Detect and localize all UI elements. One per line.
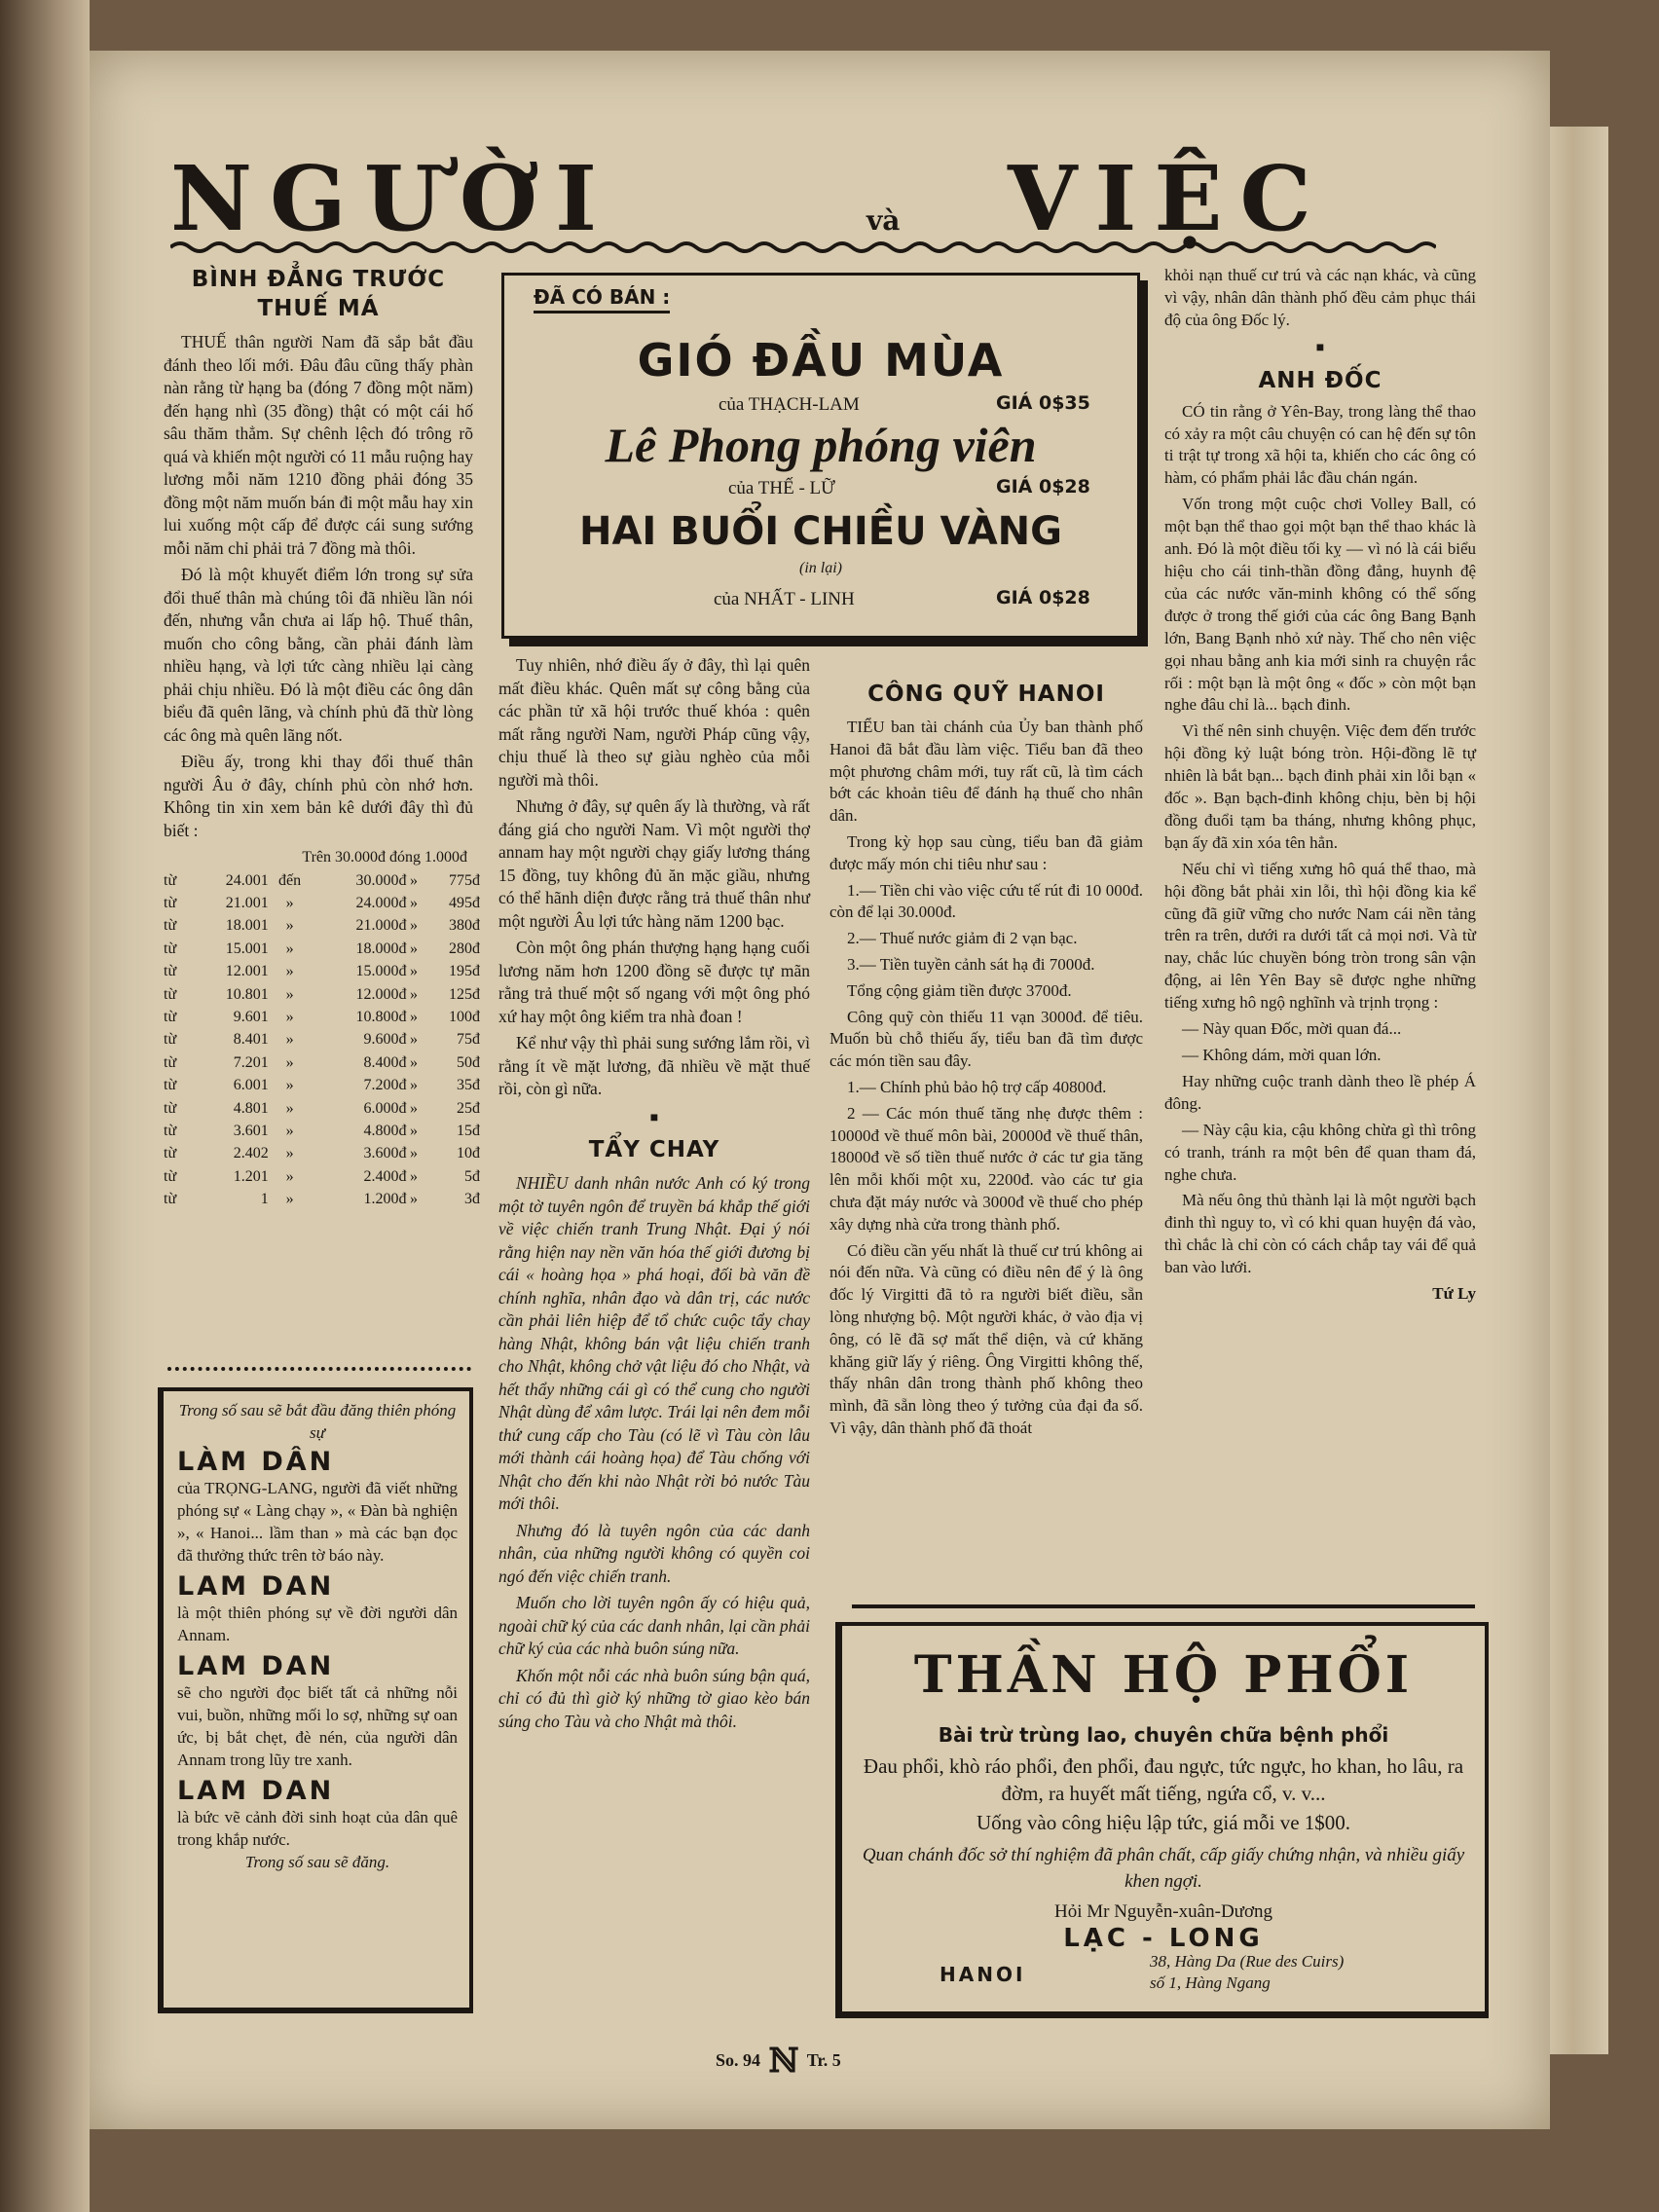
books-ad	[501, 273, 1140, 639]
tax-table-cell: 125đ	[449, 985, 480, 1003]
tax-table-cell: 15.001	[225, 940, 269, 957]
paragraph: NHIỀU danh nhân nước Anh có ký trong một tờ tuyên ngôn để truyền bá khắp thế giới về việc chiến tranh Trung Nhật. Đại ý nói rằng hiện nay nền văn hóa thế giới đương bị cái « hoàng họa » phá hoại, đối bà văn đề chính nghĩa, nhân đạo và dân trị, các nước cần phải liên hiệp để tổ chức cuộc tẩy chay hàng Nhật, không bán vật liệu chiến tranh cho Nhật, không chở vật liệu đó cho Nhật, và hết thẩy những cái gì có thể cung cho người Nhật dùng để xâm lược. Trái lại nên đem mỗi thứ cung cấp cho Tàu (có lẽ vì Tàu còn lâu mới thành cái hoàng họa) để Tàu chống với Nhật cho đến khi nào Nhật rời bỏ nước Tàu mới thôi.	[498, 1173, 810, 1513]
tax-table-cell: từ	[164, 1077, 177, 1094]
tax-table-cell: từ	[164, 1031, 177, 1049]
tax-table-cell: 280đ	[449, 940, 480, 957]
tax-table-cell: 2.402	[233, 1145, 269, 1162]
tax-table-cell: 35đ	[457, 1077, 480, 1094]
lam-dan-text: là bức vẽ cảnh đời sinh hoạt của dân quê trong khắp nước.	[177, 1808, 458, 1849]
tax-table	[164, 869, 480, 1211]
tax-table-row	[164, 1120, 480, 1142]
signature: Tứ Ly	[1432, 1284, 1476, 1304]
book-spine	[0, 0, 90, 2212]
article-binh-dang	[164, 265, 480, 1211]
tax-table-cell: 12.001	[225, 963, 269, 980]
tax-table-row	[164, 938, 480, 960]
tax-table-cell: 1	[260, 1191, 269, 1208]
ad-top-rule	[852, 1604, 1475, 1608]
tax-table-cell: 3.600đ	[363, 1145, 407, 1162]
tax-table-cell: 4.801	[233, 1099, 269, 1117]
pharma-address	[1150, 1951, 1344, 1994]
tax-table-cell: từ	[164, 917, 177, 935]
tax-table-row	[164, 892, 480, 914]
tax-table-cell: từ	[164, 1145, 177, 1162]
page-edges	[1550, 127, 1608, 2054]
tax-table-cell: 2.400đ	[363, 1167, 407, 1185]
tax-table-cell: »	[285, 917, 294, 935]
tax-table-cell: »	[410, 1031, 419, 1049]
tax-table-cell: »	[410, 917, 419, 935]
tax-table-cell: 7.201	[233, 1053, 269, 1071]
paragraph: Nhưng ở đây, sự quên ấy là thường, và rất đáng giá cho người Nam. Vì một người thợ annam hay một người chạy giấy lương tháng 15 đồng, tuy không đủ ăn mặc giầu, nhưng có thể hãnh diện được rằng trả thuế thân như một người Âu lợi tức hàng năm 1200 bạc.	[498, 796, 810, 931]
tax-table-cell: »	[285, 1122, 294, 1139]
pharma-ad	[835, 1622, 1489, 2018]
tax-table-cell: 15đ	[457, 1122, 480, 1139]
tax-table-cell: 1.201	[233, 1167, 269, 1185]
tax-table-cell: 10.800đ	[355, 1008, 407, 1025]
issue-number: So. 94	[716, 2050, 761, 2070]
book1-author: THẠCH-LAM	[748, 394, 860, 415]
tax-table-cell: »	[285, 963, 294, 980]
tax-table-cell: từ	[164, 1099, 177, 1117]
separator-dot: ■	[1315, 340, 1325, 355]
book1-title: GIÓ ĐẦU MÙA	[637, 334, 1005, 387]
paragraph: khỏi nạn thuế cư trú và các nạn khác, và cũng vì vậy, nhân dân thành phố đều cảm phục thái độ của ông Đốc lý.	[1164, 266, 1476, 329]
tax-table-cell: 8.400đ	[363, 1053, 407, 1071]
author-prefix: của	[719, 394, 745, 415]
tax-table-cell: 9.600đ	[363, 1031, 407, 1049]
tax-table-row	[164, 1188, 480, 1210]
lam-dan-text: là một thiên phóng sự về đời người dân Annam.	[177, 1604, 458, 1644]
tax-table-cell: 5đ	[464, 1167, 480, 1185]
tax-table-cell: từ	[164, 940, 177, 957]
book2-author-line	[728, 478, 835, 499]
book2-author: THẾ - LỮ	[757, 478, 835, 498]
tax-table-cell: 15.000đ	[355, 963, 407, 980]
heading-binh-dang-1: BÌNH ĐẲNG TRƯỚC	[191, 267, 446, 292]
separator-dot: ■	[649, 1110, 659, 1125]
tax-table-cell: »	[410, 1099, 419, 1117]
paragraph: Trong kỳ họp sau cùng, tiểu ban đã giảm được mấy món chi tiêu như sau :	[830, 831, 1143, 873]
book3-title: HAI BUỔI CHIỀU VÀNG	[579, 509, 1062, 554]
list-item: 1.— Tiền chi vào việc cứu tế rút đi 10 000đ. còn để lại 30.000đ.	[830, 880, 1143, 922]
dialog-line: — Này cậu kia, cậu không chừa gì thì trông có tranh, tránh ra một bên để quan tham đá, nghe chưa.	[1164, 1120, 1476, 1184]
tax-table-cell: »	[410, 1191, 419, 1208]
tax-table-cell: 24.001	[225, 871, 269, 889]
tax-table-cell: từ	[164, 1191, 177, 1208]
tax-table-cell: 21.000đ	[355, 917, 407, 935]
tax-table-cell: 9.601	[233, 1008, 269, 1025]
tax-table-cell: 3.601	[233, 1122, 269, 1139]
tax-table-header: Trên 30.000đ đóng 1.000đ	[302, 849, 467, 866]
tax-table-cell: 75đ	[457, 1031, 480, 1049]
tax-table-cell: 10đ	[457, 1145, 480, 1162]
divider	[167, 1367, 471, 1371]
heading-binh-dang-2: THUẾ MÁ	[257, 296, 380, 321]
paragraph: Kể như vậy thì phải sung sướng lắm rồi, vì rằng ít về mặt lương, đã nhiều về mặt thuế rồi, còn gì nữa.	[498, 1033, 810, 1098]
tax-table-cell: »	[410, 963, 419, 980]
lam-dan-text: sẽ cho người đọc biết tất cả những nỗi vui, buồn, những mối lo sợ, những sự oan ức, bị bắt chẹt, đè nén, của người dân Annam trong lũy tre xanh.	[177, 1683, 458, 1769]
list-item: 1.— Chính phủ bảo hộ trợ cấp 40800đ.	[847, 1077, 1107, 1096]
tax-table-cell: »	[285, 1191, 294, 1208]
article-tay-chay	[498, 1172, 810, 1733]
tax-table-cell: »	[410, 1077, 419, 1094]
list-item: 2.— Thuế nước giảm đi 2 vạn bạc.	[847, 929, 1078, 948]
tax-table-row	[164, 914, 480, 937]
book3-price: GIÁ 0$28	[996, 587, 1090, 608]
paragraph: Công quỹ còn thiếu 11 vạn 3000đ. để tiêu. Muốn bù chỗ thiếu ấy, tiểu ban đã tìm được các món tiền sau đây.	[830, 1007, 1143, 1071]
lam-dan-content	[177, 1399, 458, 1873]
pharma-certification: Quan chánh đốc sở thí nghiệm đã phân chất, cấp giấy chứng nhận, và nhiều giấy khen ngợi.	[862, 1845, 1465, 1892]
tax-table-cell: từ	[164, 1008, 177, 1025]
pharma-subtitle: Bài trừ trùng lao, chuyên chữa bệnh phổi	[938, 1723, 1389, 1747]
lam-dan-outro: Trong số sau sẽ đăng.	[244, 1853, 390, 1871]
masthead	[170, 146, 1436, 253]
paragraph: Hay những cuộc tranh dành theo lề phép Á đông.	[1164, 1071, 1476, 1113]
book3-note: (in lại)	[799, 560, 842, 576]
pharma-city: HANOI	[940, 1963, 1026, 1986]
page-number: Tr. 5	[806, 2050, 841, 2070]
tax-table-row	[164, 1142, 480, 1164]
tax-table-cell: »	[410, 1008, 419, 1025]
tax-table-cell: 24.000đ	[355, 894, 407, 911]
article-anh-doc	[1164, 265, 1476, 1306]
paragraph: Có điều cần yếu nhất là thuế cư trú không ai nói đến nữa. Và cũng có điều nên để ý là ông đốc lý Virgitti đã tỏ ra người biết điều, sẵn lòng nhượng bộ. Một người khác, ở vào địa vị ông, có lẽ đã sợ mất thể diện, và cứ khăng khăng giữ lấy ý riêng. Ông Virgitti không thế, thấy nhân dân trong thành phố không theo mình, đã sẵn lòng theo ý tưởng của đại đa số. Vì vậy, dân thành phố đã thoát	[830, 1240, 1143, 1437]
tax-table-cell: 18.001	[225, 917, 269, 935]
tax-table-cell: đến	[278, 871, 302, 889]
page-footer	[716, 2042, 841, 2081]
book1-author-line	[719, 394, 860, 416]
pharma-title: THẦN HỘ PHỔI	[913, 1645, 1414, 1705]
pharma-brand: LẠC - LONG	[1063, 1924, 1264, 1953]
address-line-1: 38, Hàng Da (Rue des Cuirs)	[1150, 1952, 1345, 1971]
tax-table-cell: từ	[164, 1167, 177, 1185]
paragraph: Vì thế nên sinh chuyện. Việc đem đến trước hội đồng kỷ luật bóng tròn. Hội-đồng lẽ tự nhiên là bắt bạn... bạch đinh phải xin lỗi bạn « đốc ». Bạn bạch-đinh không chịu, bèn bị hội đồng đuổi tạm ba tháng, nhưng không phục, bạn ấy đã xin xóa tên hẳn.	[1164, 721, 1476, 852]
tax-table-cell: 100đ	[449, 1008, 480, 1025]
tax-table-cell: »	[410, 1167, 419, 1185]
masthead-word-viec: VIỆC	[1008, 146, 1329, 251]
tax-table-cell: 4.800đ	[363, 1122, 407, 1139]
tax-table-cell: »	[285, 1167, 294, 1185]
list-item: 2 — Các món thuế tăng nhẹ được thêm : 10000đ về thuế môn bài, 20000đ về thuế thân, 18000đ về số tiền thuế nước ở các tư gia tăng lên mỗi khối một xu, 2200đ. vào các tư gia chưa đặt máy nước và 3000đ về thuế cho phép xây dựng nhà cửa trong thành phố.	[830, 1103, 1143, 1234]
tax-table-row	[164, 1074, 480, 1096]
author-prefix: của	[714, 589, 740, 609]
tax-table-cell: từ	[164, 894, 177, 911]
lam-dan-title: LAM DAN	[177, 1651, 335, 1681]
tax-table-row	[164, 1051, 480, 1074]
tax-table-cell: 7.200đ	[363, 1077, 407, 1094]
tax-table-cell: »	[285, 1145, 294, 1162]
article-binh-dang-continued	[498, 654, 810, 1737]
tax-table-cell: »	[410, 1145, 419, 1162]
list-item: 3.— Tiền tuyền cảnh sát hạ đi 7000đ.	[847, 954, 1095, 974]
tax-table-row	[164, 1165, 480, 1188]
tax-table-cell: 3đ	[464, 1191, 480, 1208]
tax-table-cell: »	[285, 1099, 294, 1117]
tax-table-cell: 195đ	[449, 963, 480, 980]
tax-table-cell: »	[285, 894, 294, 911]
paragraph: Đó là một khuyết điểm lớn trong sự sửa đổi thuế thân mà chúng tôi đã nhiều lần nói đến, nhưng vẫn chưa ai lấp hộ. Thuế thân, muốn cho công bằng, cần phải đánh làm nhiều hạng, và lợi tức càng nhiều lại càng phải chịu nhiều. Đó là một điều các ông dân biểu đã quên lãng, và chính phủ đã thừ lòng các ông mà quên lãng nốt.	[164, 565, 473, 745]
tax-table-cell: »	[285, 940, 294, 957]
tax-table-cell: 6.000đ	[363, 1099, 407, 1117]
tax-table-cell: »	[410, 894, 419, 911]
tax-table-row	[164, 1006, 480, 1028]
tax-table-cell: 1.200đ	[363, 1191, 407, 1208]
pharma-symptoms: Đau phổi, khò ráo phổi, đen phổi, đau ngực, tức ngực, ho khan, ho lâu, ra đờm, ra huyết mất tiếng, ngứa cổ, v. v...	[863, 1754, 1464, 1805]
total-line: Tổng cộng giảm tiền được 3700đ.	[847, 980, 1072, 1000]
author-prefix: của	[728, 478, 755, 498]
paragraph: Mà nếu ông thủ thành lại là một người bạch đinh thì nguy to, vì có khi quan huyện đá vào, thì chắc là chỉ còn có cách chắp tay vái để quả ban vào lưới.	[1164, 1191, 1476, 1277]
paragraph: Nếu chỉ vì tiếng xưng hô quá thể thao, mà hội đồng bắt phải xin lỗi, thì hội đồng kia kể cũng đã giữ vững cho nước Nam cái nền tảng trên ra trên, dưới ra dưới tất cả mọi nơi. Và từ nay, chắc lúc chuyền bóng tròn trong sân vận động, ai lên Yên Bay sẽ được nghe những tiếng xưng hô ngộ nghĩnh và trịnh trọng :	[1164, 859, 1476, 1013]
tax-table-cell: »	[410, 871, 419, 889]
tax-table-cell: 10.801	[225, 985, 269, 1003]
masthead-word-va: và	[866, 204, 901, 237]
tax-table-row	[164, 1028, 480, 1051]
lam-dan-title: LAM DAN	[177, 1571, 335, 1602]
tax-table-cell: »	[285, 1053, 294, 1071]
paragraph: TIỂU ban tài chánh của Ủy ban thành phố Hanoi đã bắt đầu làm việc. Tiểu ban đã theo một phương châm mới, tuy rất cũ, là tìm cách bớt các khoản tiêu để đánh hạ thuế cho nhân dân.	[830, 718, 1143, 826]
book1-price: GIÁ 0$35	[996, 392, 1090, 414]
tax-table-cell: 775đ	[449, 871, 480, 889]
tax-table-cell: từ	[164, 1122, 177, 1139]
dialog-line: — Này quan Đốc, mời quan đá...	[1182, 1019, 1402, 1039]
tax-table-row	[164, 869, 480, 892]
tax-table-row	[164, 960, 480, 982]
heading-cong-quy: CÔNG QUỸ HANOI	[867, 682, 1105, 707]
book3-author-line	[714, 589, 855, 610]
tax-table-cell: 50đ	[457, 1053, 480, 1071]
paragraph: Còn một ông phán thượng hạng hạng cuối lương năm hơn 1200 đồng sẽ được tự mãn rằng trả thuế một số ngang với một ông phó xứ hay một ông kiểm tra nhà đoan !	[498, 938, 810, 1026]
tax-table-cell: »	[410, 1122, 419, 1139]
tax-table-cell: từ	[164, 871, 177, 889]
tax-table-cell: »	[285, 1008, 294, 1025]
tax-table-cell: 21.001	[225, 894, 269, 911]
tax-table-cell: 12.000đ	[355, 985, 407, 1003]
books-ad-label: ĐÃ CÓ BÁN :	[534, 285, 670, 313]
tax-table-cell: »	[285, 985, 294, 1003]
tax-table-cell: 6.001	[233, 1077, 269, 1094]
lam-dan-text: của TRỌNG-LANG, người đã viết những phóng sự « Làng chạy », « Đàn bà nghiện », « Hanoi... lầm than » mà các bạn đọc đã thưởng thức trên tờ báo này.	[177, 1479, 458, 1565]
heading-anh-doc: ANH ĐỐC	[1258, 367, 1382, 393]
pharma-price: Uống vào công hiệu lập tức, giá mỗi ve 1$00.	[976, 1811, 1351, 1834]
tax-table-cell: từ	[164, 1053, 177, 1071]
heading-tay-chay: TẨY CHAY	[588, 1137, 720, 1162]
tax-table-row	[164, 983, 480, 1006]
address-line-2: số 1, Hàng Ngang	[1150, 1973, 1271, 1992]
paragraph: CÓ tin rằng ở Yên-Bay, trong làng thể thao có xảy ra một câu chuyện có can hệ đến sự tôn ti trật tự trong xã hội ta, khiến cho các ông có hàm, có phẩm phải lắc đầu chán ngán.	[1164, 401, 1476, 488]
tax-table-cell: »	[410, 940, 419, 957]
paragraph: Nhưng đó là tuyên ngôn của các danh nhân, của những người không có quyền coi ngó đến việc chiến tranh.	[498, 1520, 810, 1586]
lam-dan-title: LÀM DÂN	[177, 1447, 335, 1477]
tax-table-cell: 8.401	[233, 1031, 269, 1049]
tax-table-cell: 25đ	[457, 1099, 480, 1117]
article-cong-quy-hanoi	[830, 680, 1143, 1444]
paragraph: THUẾ thân người Nam đã sắp bắt đầu đánh theo lối mới. Đâu đâu cũng thấy phàn nàn rằng từ hạng ba (đóng 7 đồng một năm) đến hạng nhì (35 đồng) thật có một cái hố sâu thăm thẳm. Sự chênh lệch đó trông rõ quá và khiến một người có 11 mẫu ruộng hay lương mỗi năm 1210 đồng phải đóng 35 đồng một năm muốn bán đi một mẫu hay xin lui xuống một cấp để được cái sung sướng mỗi năm chỉ phải trả 7 đồng mà thôi.	[164, 332, 473, 558]
tax-table-cell: »	[285, 1077, 294, 1094]
paragraph: Điều ấy, trong khi thay đổi thuế thân người Âu ở đây, chính phủ còn nhớ hơn. Không tin xin xem bản kê dưới đây thì đủ biết :	[164, 752, 473, 840]
book2-price: GIÁ 0$28	[996, 476, 1090, 498]
tax-table-cell: từ	[164, 985, 177, 1003]
paragraph: Tuy nhiên, nhớ điều ấy ở đây, thì lại quên mất điều khác. Quên mất sự công bằng của các phần tử xã hội trước thuế khóa : quên mất rằng người Nam, người Pháp cũng vậy, chịu thuế là theo sự giàu nghèo của mỗi người mà thôi.	[498, 655, 810, 790]
ngay-nay-logo-icon: ℕ	[768, 2042, 799, 2081]
paragraph: Vốn trong một cuộc chơi Volley Ball, có một bạn thể thao gọi một bạn thể thao khác là anh. Đó là một điều tối kỵ — vì nó là cái biểu hiệu cho cái tinh-thần đồng đẳng, huynh đệ của các nước văn-minh không có thể sống được ở trong thế giới của các ông Bang Bạnh lớn, Bang Bạnh nhỏ xứ này. Thế cho nên việc gọi nhau bằng anh kia mới sinh ra chuyện rắc rối : một bạn là một ông « đốc » còn một bạn nghe đâu chỉ là... bạch đinh.	[1164, 495, 1476, 715]
dialog-line: — Không dám, mời quan lớn.	[1182, 1046, 1382, 1064]
lam-dan-title: LAM DAN	[177, 1776, 335, 1806]
tax-table-cell: 18.000đ	[355, 940, 407, 957]
book3-author: NHẤT - LINH	[744, 589, 855, 609]
tax-table-cell: từ	[164, 963, 177, 980]
book2-title: Lê Phong phóng viên	[605, 418, 1037, 472]
pharma-ask: Hỏi Mr Nguyễn-xuân-Dương	[1053, 1901, 1273, 1922]
paragraph: Muốn cho lời tuyên ngôn ấy có hiệu quả, ngoài chữ ký của các danh nhân, lại cần phải chữ ký của các nhà buôn súng nữa.	[498, 1593, 810, 1658]
tax-table-cell: »	[285, 1031, 294, 1049]
tax-table-cell: 30.000đ	[355, 871, 407, 889]
tax-table-cell: »	[410, 985, 419, 1003]
masthead-word-nguoi: NGƯỜI	[170, 146, 615, 251]
tax-table-row	[164, 1097, 480, 1120]
tax-table-cell: »	[410, 1053, 419, 1071]
lam-dan-intro: Trong số sau sẽ bắt đầu đăng thiên phóng sự	[178, 1401, 457, 1442]
tax-table-cell: 380đ	[449, 917, 480, 935]
masthead-wave-rule	[170, 240, 1436, 255]
lam-dan-box	[158, 1387, 473, 2013]
paragraph: Khốn một nỗi các nhà buôn súng bận quá, chỉ có đủ thì giờ ký những tờ giao kèo bán súng cho Tàu và cho Nhật mà thôi.	[498, 1665, 810, 1731]
tax-table-cell: 495đ	[449, 894, 480, 911]
